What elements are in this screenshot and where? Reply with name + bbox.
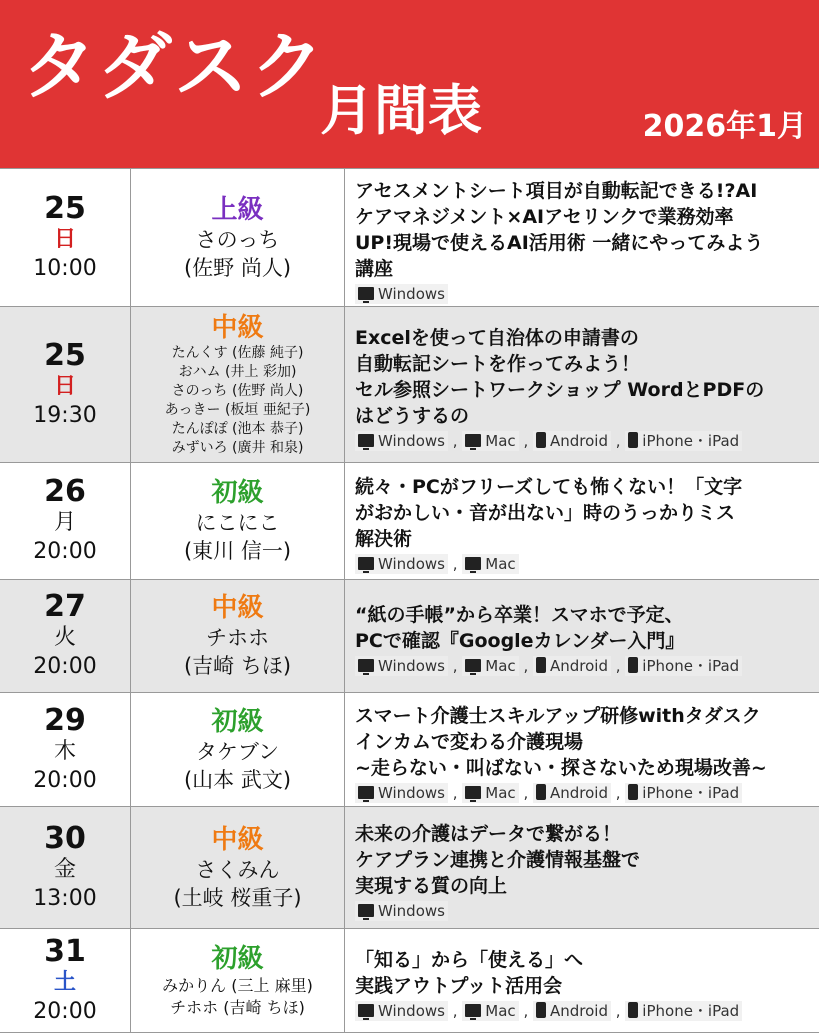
session-title-line: 未来の介護はデータで繋がる！ (355, 822, 622, 845)
device-label: Windows (378, 657, 445, 675)
device-chip (355, 901, 448, 921)
day-number: 31 (44, 933, 86, 969)
instructor-name: (山本 武文) (183, 767, 292, 792)
device-label: iPhone・iPad (642, 431, 740, 450)
instructor-name: たんぽぽ (池本 恭子) (171, 420, 304, 437)
brand-title: タダスク (22, 24, 326, 110)
instructor-name: さのっち (195, 227, 280, 252)
page-subtitle: 月間表 (320, 79, 482, 142)
device-label: iPhone・iPad (642, 1001, 740, 1020)
level-cell (131, 929, 345, 1032)
monitor-icon (465, 557, 481, 570)
device-label: Mac (485, 431, 516, 450)
device-chip (355, 783, 448, 803)
instructor-name: あっきー (板垣 亜紀子) (164, 401, 311, 418)
day-number: 27 (44, 589, 86, 624)
smartphone-icon (628, 432, 638, 448)
device-chip (533, 656, 611, 676)
date-cell (0, 307, 131, 462)
device-chip (625, 431, 742, 451)
instructor-name: (吉崎 ちほ) (183, 654, 292, 678)
device-separator: , (447, 555, 463, 573)
header-banner (0, 0, 819, 168)
instructor-name: みかりん (三上 麻里) (162, 975, 313, 995)
session-title-line: Excelを使って自治体の申請書の (355, 326, 639, 349)
device-chip (462, 1001, 518, 1021)
device-chip (625, 1001, 742, 1021)
level-badge: 中級 (211, 312, 264, 343)
device-label: Android (549, 783, 608, 802)
session-title-line: 実践アウトプット活用会 (355, 974, 563, 997)
session-title-line: “紙の手帳”から卒業！スマホで予定、 (355, 604, 684, 626)
instructor-name: (佐野 尚人) (183, 255, 292, 280)
device-list (355, 1001, 809, 1021)
level-cell (131, 169, 345, 306)
device-separator: , (518, 657, 533, 675)
day-number: 29 (44, 702, 86, 738)
session-title-line: ケアマネジメント×AIアセリンクで業務効率 (355, 205, 734, 228)
start-time: 20:00 (33, 539, 97, 564)
smartphone-icon (536, 432, 546, 448)
table-row (0, 693, 819, 807)
session-title-line: 自動転記シートを作ってみよう！ (355, 352, 641, 375)
device-separator: , (610, 657, 626, 675)
schedule-table (0, 168, 819, 1033)
monitor-icon (358, 1004, 374, 1017)
table-row (0, 307, 819, 463)
device-chip (533, 431, 611, 451)
device-list (355, 656, 809, 676)
title-cell (345, 463, 819, 579)
date-cell (0, 807, 131, 928)
device-chip (355, 656, 448, 676)
monitor-icon (358, 287, 374, 300)
monitor-icon (465, 659, 481, 672)
device-separator: , (518, 783, 533, 802)
weekday-label: 土 (53, 969, 76, 995)
instructor-name: (土岐 桜重子) (173, 885, 302, 910)
monitor-icon (358, 557, 374, 570)
title-cell (345, 693, 819, 806)
device-label: Windows (378, 555, 445, 573)
device-separator: , (447, 783, 463, 802)
device-list (355, 901, 809, 921)
device-label: Android (549, 657, 608, 675)
monitor-icon (465, 434, 481, 447)
start-time: 13:00 (33, 885, 97, 911)
instructor-name: さくみん (195, 857, 280, 882)
device-chip (625, 783, 742, 803)
date-cell (0, 929, 131, 1032)
smartphone-icon (628, 657, 638, 673)
device-separator: , (518, 431, 533, 450)
smartphone-icon (628, 1002, 638, 1018)
level-badge: 初級 (211, 706, 264, 737)
table-row (0, 929, 819, 1033)
title-cell (345, 929, 819, 1032)
instructor-name: みずいろ (廣井 和泉) (171, 439, 304, 456)
device-label: Mac (485, 657, 516, 675)
session-title-line: 解決術 (355, 528, 413, 550)
session-title-line: はどうするの (355, 404, 470, 427)
session-title-line: 講座 (355, 257, 394, 280)
device-label: Windows (378, 431, 445, 450)
device-label: iPhone・iPad (642, 657, 740, 675)
instructor-name: チホホ (吉崎 ちほ) (170, 997, 305, 1017)
device-label: iPhone・iPad (642, 783, 740, 802)
device-separator: , (447, 657, 463, 675)
device-chip (533, 1001, 611, 1021)
session-title-line: ケアプラン連携と介護情報基盤で (355, 848, 641, 871)
start-time: 19:30 (33, 402, 97, 428)
title-cell (345, 807, 819, 928)
device-separator: , (610, 783, 626, 802)
level-cell (131, 463, 345, 579)
table-row (0, 807, 819, 929)
date-cell (0, 169, 131, 306)
device-chip (462, 783, 518, 803)
session-title-line: ~走らない・叫ばない・探さないため現場改善~ (355, 756, 767, 779)
session-title-line: 続々・PCがフリーズしても怖くない！「文字 (355, 476, 743, 498)
month-label: 2026年1月 (642, 109, 807, 144)
level-cell (131, 693, 345, 806)
device-chip (533, 783, 611, 803)
level-badge: 中級 (211, 824, 264, 855)
device-label: Mac (485, 783, 516, 802)
monitor-icon (465, 786, 481, 799)
device-label: Windows (378, 284, 445, 303)
instructor-name: (東川 信一) (183, 539, 292, 563)
device-separator: , (518, 1001, 533, 1020)
weekday-label: 火 (53, 625, 76, 650)
date-cell (0, 693, 131, 806)
instructor-name: にこにこ (195, 511, 280, 535)
start-time: 20:00 (33, 998, 97, 1024)
session-title-line: UP!現場で使えるAI活用術 一緒にやってみよう (355, 231, 764, 254)
weekday-label: 日 (53, 226, 76, 252)
instructor-name: おハム (井上 彩加) (178, 363, 297, 380)
instructor-name: さのっち (佐野 尚人) (171, 382, 304, 399)
device-label: Mac (485, 555, 516, 573)
instructor-name: たんくす (佐藤 純子) (171, 344, 304, 361)
weekday-label: 金 (53, 856, 76, 882)
device-label: Windows (378, 901, 445, 920)
weekday-label: 日 (53, 373, 76, 399)
device-chip (355, 1001, 448, 1021)
device-list (355, 554, 809, 574)
device-label: Android (549, 1001, 608, 1020)
device-separator: , (610, 431, 626, 450)
start-time: 20:00 (33, 767, 97, 793)
table-row (0, 580, 819, 693)
day-number: 25 (44, 190, 86, 226)
title-cell (345, 580, 819, 692)
title-cell (345, 169, 819, 306)
date-cell (0, 580, 131, 692)
device-label: Windows (378, 1001, 445, 1020)
level-cell (131, 307, 345, 462)
device-chip (355, 554, 448, 574)
smartphone-icon (536, 657, 546, 673)
device-separator: , (447, 1001, 463, 1020)
device-list (355, 284, 809, 304)
device-chip (355, 284, 448, 304)
session-title-line: インカムで変わる介護現場 (355, 730, 584, 753)
device-chip (462, 431, 518, 451)
session-title-line: 実現する質の向上 (355, 874, 508, 897)
session-title-line: 「知る」から「使える」へ (355, 948, 584, 971)
device-chip (462, 656, 518, 676)
level-badge: 上級 (211, 194, 264, 225)
table-row (0, 463, 819, 580)
level-cell (131, 807, 345, 928)
monitor-icon (358, 659, 374, 672)
device-list (355, 431, 809, 451)
device-chip (462, 554, 518, 574)
session-title-line: アセスメントシート項目が自動転記できる!?AI (355, 179, 758, 202)
monitor-icon (358, 434, 374, 447)
device-label: Windows (378, 783, 445, 802)
device-chip (355, 431, 448, 451)
session-title-line: がおかしい・音が出ない」時のうっかりミス (355, 502, 736, 524)
instructor-name: タケブン (195, 739, 280, 764)
monitor-icon (358, 904, 374, 917)
day-number: 26 (44, 474, 86, 509)
start-time: 20:00 (33, 654, 97, 679)
device-chip (625, 656, 742, 676)
instructor-name: チホホ (206, 626, 269, 650)
level-badge: 初級 (211, 478, 264, 508)
table-row (0, 169, 819, 307)
day-number: 30 (44, 820, 86, 856)
monitor-icon (358, 786, 374, 799)
smartphone-icon (536, 1002, 546, 1018)
smartphone-icon (628, 784, 638, 800)
monitor-icon (465, 1004, 481, 1017)
level-badge: 初級 (211, 943, 264, 974)
device-separator: , (610, 1001, 626, 1020)
level-badge: 中級 (211, 593, 264, 623)
session-title-line: スマート介護士スキルアップ研修withタダスク (355, 704, 761, 727)
device-label: Mac (485, 1001, 516, 1020)
date-cell (0, 463, 131, 579)
start-time: 10:00 (33, 255, 97, 281)
smartphone-icon (536, 784, 546, 800)
device-separator: , (447, 431, 463, 450)
device-list (355, 783, 809, 803)
title-cell (345, 307, 819, 462)
session-title-line: PCで確認『Googleカレンダー入門』 (355, 630, 685, 652)
device-label: Android (549, 431, 608, 450)
session-title-line: セル参照シートワークショップ WordとPDFの (355, 378, 765, 401)
weekday-label: 木 (53, 738, 76, 764)
day-number: 25 (44, 337, 86, 373)
level-cell (131, 580, 345, 692)
weekday-label: 月 (53, 510, 76, 535)
